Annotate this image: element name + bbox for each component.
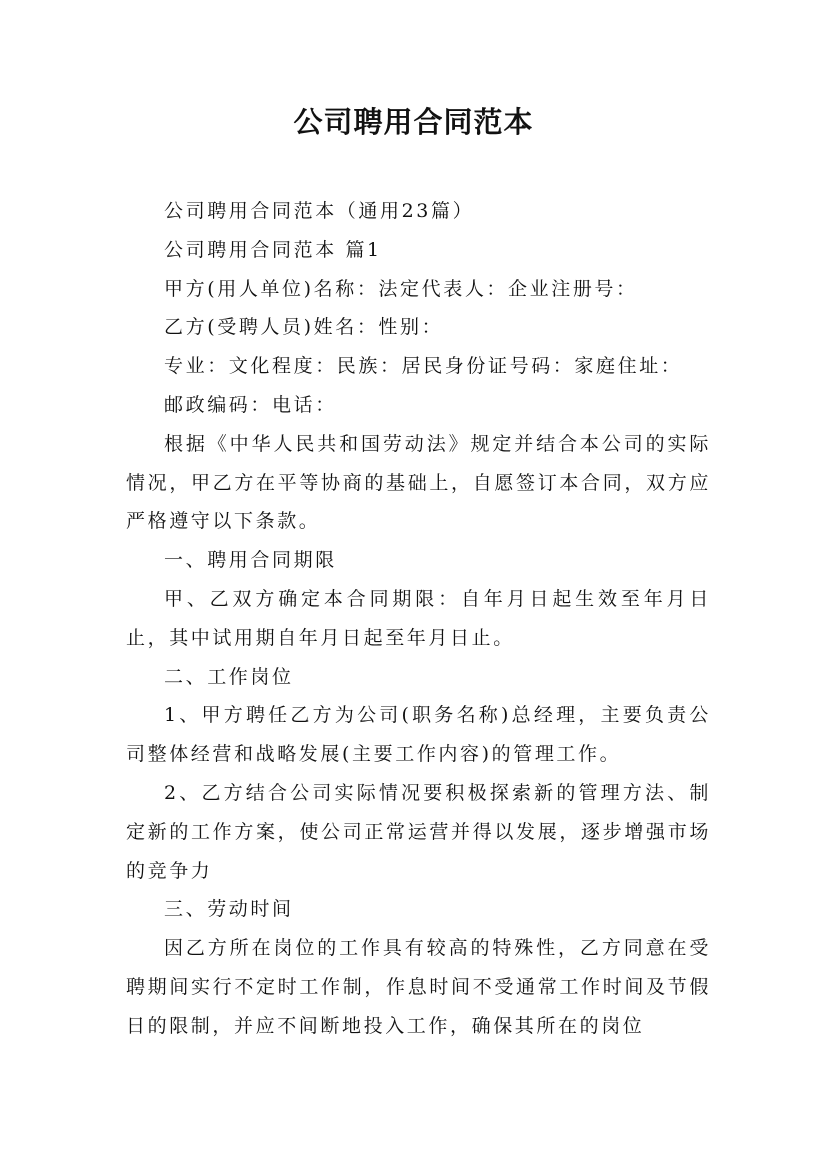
document-title: 公司聘用合同范本 <box>293 105 534 139</box>
document-body <box>126 192 711 1046</box>
subtitle-line: 公司聘用合同范本（通用23篇） <box>164 200 475 222</box>
clause-heading-hours: 三、劳动时间 <box>164 898 294 921</box>
preamble-paragraph: 根据《中华人民共和国劳动法》规定并结合本公司的实际情况，甲乙方在平等协商的基础上，自愿签订本合同，双方应严格遵守以下条款。 <box>126 432 711 533</box>
hours-paragraph: 因乙方所在岗位的工作具有较高的特殊性，乙方同意在受聘期间实行不定时工作制，作息时间不受通常工作时间及节假日的限制，并应不间断地投入工作，确保其所在的岗位 <box>126 937 711 1037</box>
term-paragraph: 甲、乙双方确定本合同期限：自年月日起生效至年月日止，其中试用期自年月日起至年月日止。 <box>126 587 711 649</box>
clause-heading-term: 一、聘用合同期限 <box>164 549 337 572</box>
party-b-details-line: 专业：文化程度：民族：居民身份证号码：家庭住址： <box>164 355 683 378</box>
position-item-2: 2、乙方结合公司实际情况要积极探索新的管理方法、制定新的工作方案，使公司正常运营并得以发展，逐步增强市场的竞争力 <box>126 781 711 882</box>
position-item-1: 1、甲方聘任乙方为公司(职务名称)总经理，主要负责公司整体经营和战略发展(主要工作内容)的管理工作。 <box>126 704 711 766</box>
clause-heading-position: 二、工作岗位 <box>164 665 294 688</box>
party-b-line: 乙方(受聘人员)姓名：性别： <box>164 316 444 339</box>
section-heading: 公司聘用合同范本 篇1 <box>164 238 382 261</box>
contact-line: 邮政编码：电话： <box>164 393 337 416</box>
party-a-line: 甲方(用人单位)名称：法定代表人：企业注册号： <box>164 277 638 300</box>
